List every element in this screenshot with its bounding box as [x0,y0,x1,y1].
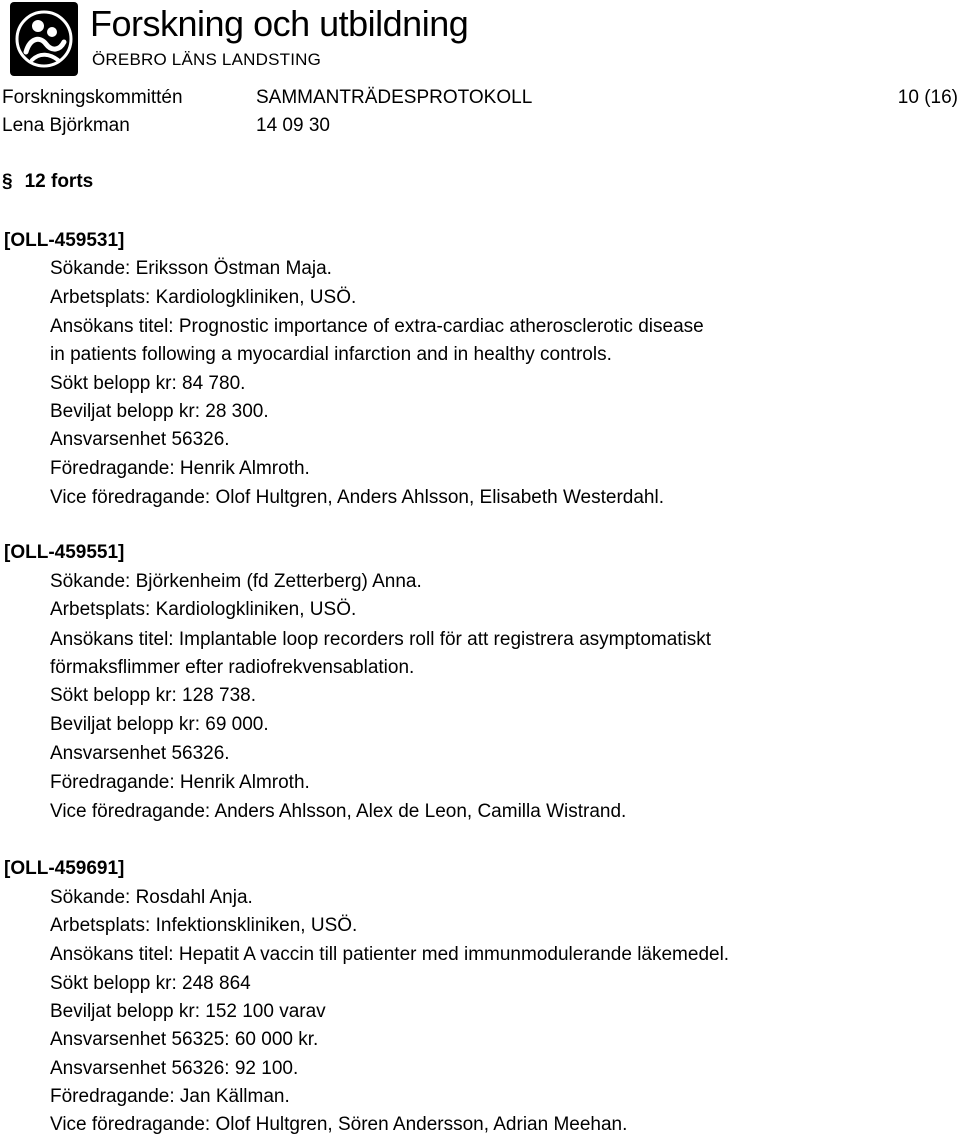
document-date: 14 09 30 [256,115,330,136]
title-line: Ansökans titel: Implantable loop recorders roll för att registrera asymptomatiskt [50,629,712,650]
application-id: [OLL-459691] [4,858,125,879]
applicant-line: Sökande: Eriksson Östman Maja. [50,258,332,279]
responsibility-unit-line: Ansvarsenhet 56326. [50,429,230,450]
title-line-cont: förmaksflimmer efter radiofrekvensablation. [50,657,415,678]
granted-amount-line: Beviljat belopp kr: 28 300. [50,401,269,422]
landsting-logo-icon [10,2,78,76]
responsibility-unit-line: Ansvarsenhet 56326. [50,743,230,764]
page-number: 10 (16) [897,87,958,108]
workplace-line: Arbetsplats: Infektionskliniken, USÖ. [50,915,358,936]
applicant-line: Sökande: Rosdahl Anja. [50,887,253,908]
vice-presenter-line: Vice föredragande: Olof Hultgren, Sören Andersson, Adrian Meehan. [50,1114,628,1135]
brand-subtitle: ÖREBRO LÄNS LANDSTING [92,50,322,69]
brand-title: Forskning och utbildning [90,3,469,44]
workplace-line: Arbetsplats: Kardiologkliniken, USÖ. [50,599,357,620]
requested-amount-line: Sökt belopp kr: 84 780. [50,373,246,394]
vice-presenter-line: Vice föredragande: Anders Ahlsson, Alex de Leon, Camilla Wistrand. [50,801,627,822]
section-title: 12 forts [24,171,94,192]
title-line-cont: in patients following a myocardial infarction and in healthy controls. [50,344,612,365]
author-name: Lena Björkman [2,115,130,136]
workplace-line: Arbetsplats: Kardiologkliniken, USÖ. [50,287,357,308]
section-sign: § [2,171,13,192]
responsibility-unit-line: Ansvarsenhet 56325: 60 000 kr. [50,1029,319,1050]
applicant-line: Sökande: Björkenheim (fd Zetterberg) Anna. [50,571,422,592]
responsibility-unit-line: Ansvarsenhet 56326: 92 100. [50,1058,299,1079]
committee-name: Forskningskommittén [2,87,183,108]
requested-amount-line: Sökt belopp kr: 128 738. [50,685,256,706]
section-heading [2,170,93,194]
presenter-line: Föredragande: Henrik Almroth. [50,458,310,479]
document-type: SAMMANTRÄDESPROTOKOLL [256,87,533,108]
application-id: [OLL-459531] [4,230,125,251]
title-line: Ansökans titel: Hepatit A vaccin till patienter med immunmodulerande läkemedel. [50,944,730,965]
vice-presenter-line: Vice föredragande: Olof Hultgren, Anders Ahlsson, Elisabeth Westerdahl. [50,487,664,508]
requested-amount-line: Sökt belopp kr: 248 864 [50,973,251,994]
presenter-line: Föredragande: Henrik Almroth. [50,772,310,793]
granted-amount-line: Beviljat belopp kr: 152 100 varav [50,1001,326,1022]
title-line: Ansökans titel: Prognostic importance of extra-cardiac atherosclerotic disease [50,316,704,337]
presenter-line: Föredragande: Jan Källman. [50,1086,290,1107]
application-id: [OLL-459551] [4,542,125,563]
granted-amount-line: Beviljat belopp kr: 69 000. [50,714,269,735]
